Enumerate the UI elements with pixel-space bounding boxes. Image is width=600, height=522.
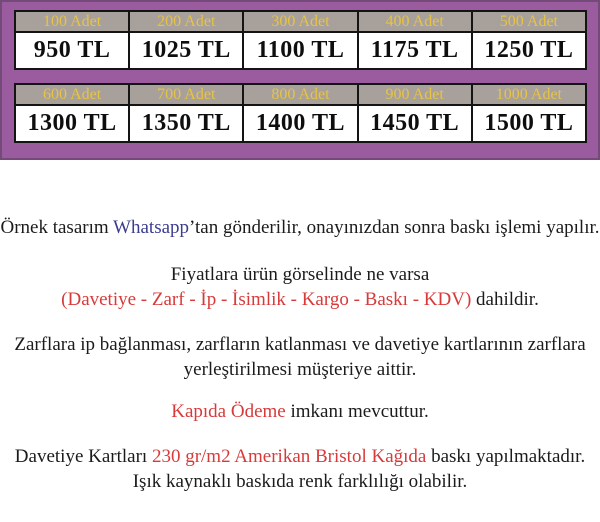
color-disclaimer-text: Işık kaynaklı baskıda renk farklılığı olabilir. bbox=[132, 471, 468, 492]
note-text: dahildir. bbox=[471, 289, 539, 310]
product-notes bbox=[0, 215, 600, 494]
note-text: baskı yapılmaktadır. bbox=[426, 446, 586, 467]
price-cell-900: 1450 TL bbox=[358, 105, 472, 142]
customer-responsibility-note bbox=[0, 332, 600, 382]
price-cell-600: 1300 TL bbox=[15, 105, 129, 142]
included-items-text: (Davetiye - Zarf - İp - İsimlik - Kargo - Baskı - KDV) bbox=[61, 289, 472, 310]
qty-header-100: 100 Adet bbox=[15, 11, 129, 32]
price-cell-500: 1250 TL bbox=[472, 32, 586, 69]
note-line bbox=[0, 444, 600, 469]
qty-header-500: 500 Adet bbox=[472, 11, 586, 32]
qty-header-700: 700 Adet bbox=[129, 84, 243, 105]
qty-header-300: 300 Adet bbox=[243, 11, 357, 32]
note-text: Fiyatlara ürün görselinde ne varsa bbox=[170, 264, 430, 285]
note-text: Davetiye Kartları bbox=[14, 446, 152, 467]
cash-on-delivery-note bbox=[0, 399, 600, 424]
qty-header-800: 800 Adet bbox=[243, 84, 357, 105]
pricing-table-row2 bbox=[14, 83, 587, 143]
price-cell-1000: 1500 TL bbox=[472, 105, 586, 142]
price-row bbox=[15, 105, 586, 142]
note-line bbox=[0, 287, 600, 312]
note-text: imkanı mevcuttur. bbox=[285, 401, 429, 422]
qty-header-200: 200 Adet bbox=[129, 11, 243, 32]
qty-header-1000: 1000 Adet bbox=[472, 84, 586, 105]
qty-header-900: 900 Adet bbox=[358, 84, 472, 105]
pricing-banner bbox=[0, 0, 600, 160]
whatsapp-text: Whatsapp bbox=[113, 217, 190, 238]
price-row bbox=[15, 32, 586, 69]
price-cell-400: 1175 TL bbox=[358, 32, 472, 69]
note-text: Zarflara ip bağlanması, zarfların katlanması ve davetiye kartlarının zarflara bbox=[14, 334, 586, 355]
note-text: ’tan gönderilir, onayınızdan sonra baskı işlemi yapılır. bbox=[189, 217, 600, 238]
paper-spec-note bbox=[0, 444, 600, 494]
note-text: Örnek tasarım bbox=[0, 217, 114, 238]
price-cell-200: 1025 TL bbox=[129, 32, 243, 69]
qty-header-400: 400 Adet bbox=[358, 11, 472, 32]
price-cell-800: 1400 TL bbox=[243, 105, 357, 142]
price-includes-note bbox=[0, 262, 600, 312]
price-cell-300: 1100 TL bbox=[243, 32, 357, 69]
cash-on-delivery-text: Kapıda Ödeme bbox=[171, 401, 286, 422]
quantity-header-row bbox=[15, 84, 586, 105]
note-text: yerleştirilmesi müşteriye aittir. bbox=[183, 359, 417, 380]
paper-spec-text: 230 gr/m2 Amerikan Bristol Kağıda bbox=[151, 446, 427, 467]
price-cell-700: 1350 TL bbox=[129, 105, 243, 142]
price-cell-100: 950 TL bbox=[15, 32, 129, 69]
sample-design-note bbox=[0, 215, 600, 240]
qty-header-600: 600 Adet bbox=[15, 84, 129, 105]
quantity-header-row bbox=[15, 11, 586, 32]
pricing-table-row1 bbox=[14, 10, 587, 70]
